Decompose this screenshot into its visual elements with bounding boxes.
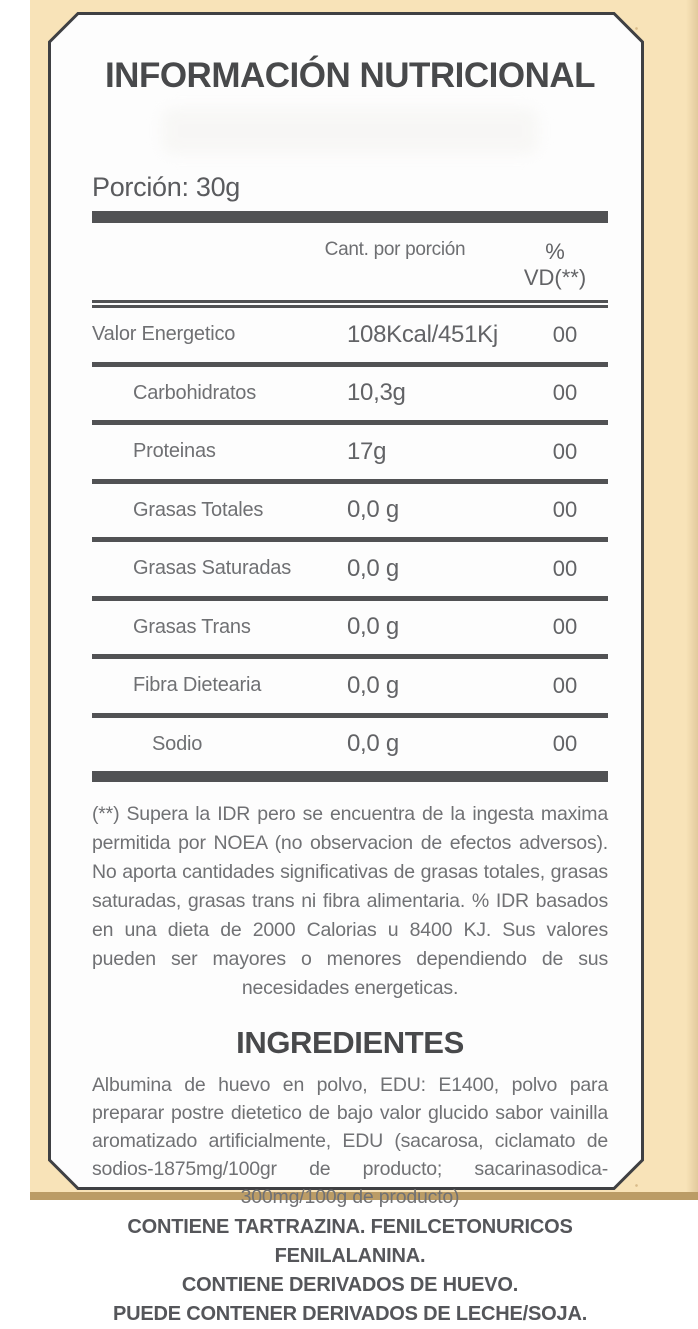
- warning-line: CONTIENE DERIVADOS DE HUEVO.: [181, 1274, 519, 1296]
- row-name: Fibra Dietearia: [133, 674, 262, 697]
- divider-double-rule: [92, 300, 608, 308]
- row-name: Carbohidratos: [133, 381, 257, 404]
- ingredients-title: INGREDIENTES: [236, 1025, 464, 1060]
- table-row: [92, 425, 608, 479]
- photo-edge-strip: [0, 0, 30, 1200]
- row-name: Proteinas: [133, 440, 216, 463]
- right-edge-shadow: [686, 0, 698, 1200]
- column-header-spacer: [92, 239, 347, 291]
- footnote: (**) Supera la IDR pero se encuentra de la ingesta maxima permitida por NOEA (no observacion de efectos adversos). No aporta cantidades significativas de grasas totales, grasas saturadas, grasas trans ni fibra alimentaria. % IDR basados en una dieta de 2000 Calorias u 8400 KJ. Sus valores pueden ser mayores o menores dependiendo de sus necesidades energeticas.: [92, 803, 608, 999]
- table-row: [92, 659, 608, 713]
- label-title: INFORMACIÓN NUTRICIONAL: [104, 56, 596, 95]
- label-content: [48, 12, 644, 1325]
- row-name: Grasas Trans: [133, 615, 251, 638]
- row-vd: 00: [552, 321, 578, 347]
- warning-line: CONTIENE TARTRAZINA. FENILCETONURICOS FENILALANINA.: [127, 1216, 573, 1267]
- row-vd: 00: [552, 438, 578, 464]
- row-vd: 00: [552, 497, 578, 523]
- row-amount: 0,0 g: [347, 730, 399, 758]
- divider-bar-bottom: [92, 771, 608, 782]
- table-row: [92, 367, 608, 421]
- row-name: Valor Energetico: [92, 323, 236, 346]
- row-vd: 00: [552, 555, 578, 581]
- row-amount: 0,0 g: [347, 613, 399, 641]
- row-vd: 00: [552, 731, 578, 757]
- allergen-warnings: [92, 1213, 608, 1329]
- faded-print-area: [162, 108, 538, 154]
- table-header: [92, 239, 608, 291]
- row-amount: 0,0 g: [347, 554, 399, 582]
- table-row: [92, 308, 608, 362]
- table-row: [92, 718, 608, 772]
- column-header-vd: % VD(**): [523, 239, 587, 290]
- ingredients-text: Albumina de huevo en polvo, EDU: E1400, polvo para preparar postre dietetico de bajo valor glucido sabor vainilla aromatizado artificialmente, EDU (sacarosa, ciclamato de sodios-1875mg/100gr de producto; sacarinasodica-300mg/100g de producto): [92, 1074, 608, 1208]
- row-name: Grasas Totales: [133, 498, 264, 521]
- warning-line: PUEDE CONTENER DERIVADOS DE LECHE/SOJA.: [112, 1303, 588, 1325]
- row-vd: 00: [552, 672, 578, 698]
- row-amount: 17g: [347, 437, 387, 465]
- row-amount: 0,0 g: [347, 496, 399, 524]
- table-row: [92, 484, 608, 538]
- row-amount: 108Kcal/451Kj: [347, 320, 498, 348]
- table-row: [92, 601, 608, 655]
- row-name: Sodio: [152, 732, 203, 755]
- table-row: [92, 542, 608, 596]
- row-amount: 10,3g: [347, 379, 406, 407]
- row-name: Grasas Saturadas: [133, 557, 291, 580]
- divider-bar-top: [92, 211, 608, 223]
- nutrition-label-card: [48, 12, 644, 1325]
- row-vd: 00: [552, 614, 578, 640]
- serving-size: Porción: 30g: [92, 172, 240, 202]
- row-amount: 0,0 g: [347, 671, 399, 699]
- column-header-amount: Cant. por porción: [324, 239, 466, 260]
- row-vd: 00: [552, 380, 578, 406]
